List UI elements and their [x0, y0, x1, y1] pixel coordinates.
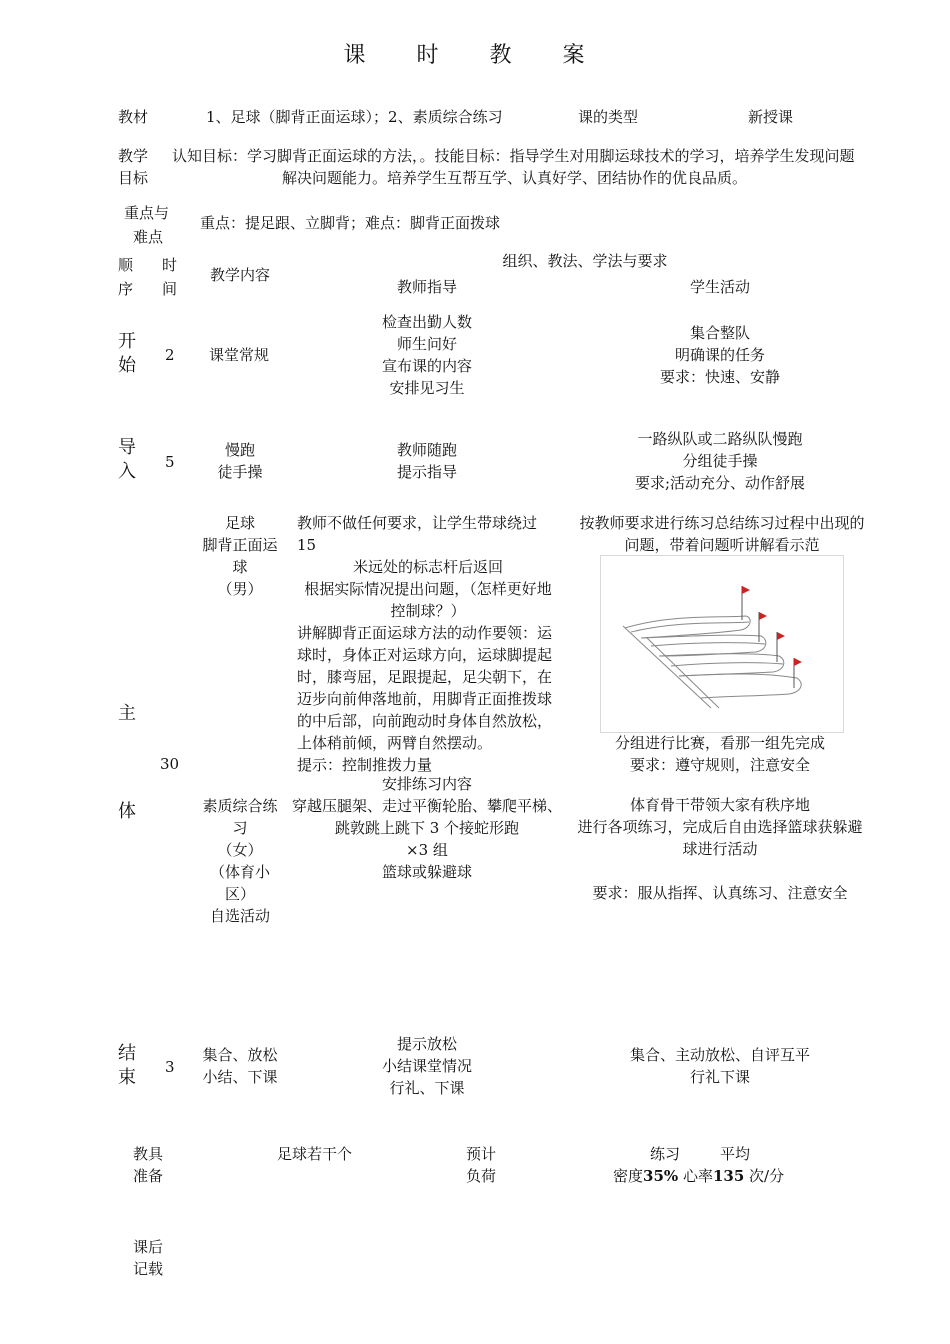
- fitness-student-line: 体育骨干带领大家有秩序地: [629, 796, 810, 814]
- intro-time: 5: [165, 453, 175, 471]
- materials-label: 教材: [118, 108, 149, 126]
- heart-rate-value: 135: [712, 1167, 745, 1185]
- main-time: 30: [160, 755, 180, 773]
- goals-label-2: 目标: [118, 169, 149, 187]
- intro-teacher-line: 教师随跑: [396, 441, 457, 459]
- end-content: [190, 1044, 290, 1088]
- main-football-content-line: （男）: [217, 580, 263, 598]
- end-teacher-line: 行礼、下课: [389, 1079, 465, 1097]
- start-seq-1: 开: [118, 331, 136, 352]
- start-content: 课堂常规: [209, 346, 270, 364]
- start-student-line: 要求：快速、安静: [659, 368, 780, 386]
- header-order-2: 序: [118, 280, 134, 298]
- density-value: 35%: [643, 1167, 679, 1185]
- main-seq-1: 主: [118, 703, 136, 724]
- main-football-teacher: [297, 512, 559, 776]
- fitness-teacher-line: ×3 组: [406, 841, 448, 859]
- intro-seq-1: 导: [118, 437, 136, 458]
- start-teacher-line: 师生问好: [396, 335, 457, 353]
- main-football-student-bottom: [580, 732, 860, 776]
- fitness-content-line: 区）: [224, 885, 255, 903]
- end-teacher-line: 提示放松: [396, 1035, 457, 1053]
- header-time-2: 间: [162, 280, 178, 298]
- student-line: 按教师要求进行练习总结练习过程中出现的: [579, 514, 865, 532]
- flag-icon: [794, 658, 802, 666]
- fitness-content-line: （体育小: [209, 863, 270, 881]
- dribble-tracks: [623, 616, 801, 708]
- main-football-student-top: [572, 512, 872, 556]
- track-path: [651, 643, 765, 646]
- start-teacher-line: 安排见习生: [389, 379, 465, 397]
- end-seq-2: 束: [118, 1067, 136, 1088]
- teacher-line: 上体稍前倾，两臂自然摆动。: [297, 734, 493, 752]
- main-fitness-teacher: [292, 773, 562, 883]
- dribbling-diagram: [600, 555, 844, 733]
- track-path: [671, 663, 783, 666]
- notes-label-1: 课后: [133, 1238, 164, 1256]
- start-student-line: 明确课的任务: [674, 346, 765, 364]
- teacher-line: 时，膝弯屈，足跟提起，足尖朝下，在: [297, 668, 553, 686]
- teacher-line: 根据实际情况提出问题，（怎样更好地: [304, 580, 552, 598]
- intro-student-line: 分组徒手操: [682, 452, 758, 470]
- teacher-line: 控制球？）: [390, 602, 466, 620]
- teacher-line: 讲解脚背正面运球方法的动作要领：运: [297, 624, 553, 642]
- page-title: 课 时 教 案: [343, 43, 607, 68]
- fitness-content-line: 自选活动: [209, 907, 270, 925]
- start-teacher: [327, 311, 527, 399]
- fitness-teacher-line: 安排练习内容: [381, 775, 472, 793]
- student-line: 问题，带着问题听讲解看示范: [624, 536, 820, 554]
- intro-seq-2: 入: [118, 461, 136, 482]
- fitness-content-line: 素质综合练: [202, 797, 278, 815]
- start-teacher-line: 检查出勤人数: [381, 313, 472, 331]
- key-value: 重点：提足跟、立脚背；难点：脚背正面拨球: [200, 214, 501, 232]
- fitness-student-line: 球进行活动: [682, 840, 758, 858]
- end-content-line: 集合、放松: [202, 1046, 278, 1064]
- main-fitness-requirement: 要求：服从指挥、认真练习、注意安全: [592, 884, 848, 902]
- equipment-value: 足球若干个: [277, 1145, 353, 1163]
- key-label-2: 难点: [133, 228, 164, 246]
- lesson-type-value: 新授课: [748, 108, 794, 126]
- main-football-content-line: 脚背正面运: [202, 536, 278, 554]
- end-student-line: 行礼下课: [689, 1068, 750, 1086]
- goals-line-1: 认知目标：学习脚背正面运球的方法，。技能目标：指导学生对用脚运球技术的学习，培养学生发现问题: [172, 147, 855, 165]
- fitness-content-line: 习: [232, 819, 248, 837]
- density-label: 密度: [613, 1167, 644, 1185]
- fitness-teacher-line: 跳敦跳上跳下 3 个接蛇形跑: [334, 819, 520, 837]
- teacher-line: 教师不做任何要求，让学生带球绕过 15: [297, 514, 538, 554]
- header-student: 学生活动: [689, 278, 750, 296]
- heart-rate-label: 心率: [682, 1167, 713, 1185]
- intro-content-line: 徒手操: [217, 463, 263, 481]
- materials-value: 1、足球（脚背正面运球）；2、素质综合练习: [206, 108, 503, 126]
- teacher-line: 球时，身体正对运球方向，运球脚提起: [297, 646, 553, 664]
- intro-student-line: 一路纵队或二路纵队慢跑: [637, 430, 803, 448]
- header-order-1: 顺: [118, 256, 134, 274]
- start-seq-2: 始: [118, 355, 136, 376]
- header-content: 教学内容: [210, 266, 271, 284]
- flag-icon: [759, 612, 767, 620]
- teacher-line: 的中后部，向前跑动时身体自然放松，: [297, 712, 553, 730]
- lesson-type-label: 课的类型: [578, 108, 639, 126]
- main-football-content-line: 足球: [224, 514, 255, 532]
- intro-teacher-line: 提示指导: [396, 463, 457, 481]
- dribbling-diagram-svg: [601, 556, 843, 732]
- fitness-content-line: （女）: [217, 841, 263, 859]
- end-student: [580, 1044, 860, 1088]
- main-seq-2: 体: [118, 801, 136, 822]
- student-line: 分组进行比赛，看那一组先完成: [614, 734, 825, 752]
- start-student: [600, 322, 840, 388]
- end-student-line: 集合、主动放松、自评互平: [629, 1046, 810, 1064]
- fitness-teacher-line: 穿越压腿架、走过平衡轮胎、攀爬平梯、: [292, 797, 563, 815]
- load-label-1: 预计: [466, 1145, 497, 1163]
- track-line: [623, 626, 711, 708]
- intro-content-line: 慢跑: [224, 441, 255, 459]
- flag-icon: [777, 632, 785, 640]
- average-label: 平均: [720, 1145, 751, 1163]
- end-seq-1: 结: [118, 1043, 136, 1064]
- practice-label: 练习: [650, 1145, 681, 1163]
- main-football-content: [190, 512, 290, 600]
- header-teacher: 教师指导: [396, 278, 457, 296]
- track-path: [625, 616, 750, 638]
- load-label-2: 负荷: [466, 1167, 497, 1185]
- track-path: [631, 622, 749, 632]
- equipment-label-2: 准备: [133, 1167, 164, 1185]
- end-time: 3: [165, 1058, 175, 1076]
- main-football-content-line: 球: [232, 558, 248, 576]
- intro-student-line: 要求;活动充分、动作舒展: [634, 474, 806, 492]
- end-teacher: [327, 1033, 527, 1099]
- heart-rate-unit: 次/分: [749, 1167, 785, 1185]
- end-teacher-line: 小结课堂情况: [381, 1057, 472, 1075]
- load-values: [613, 1165, 784, 1187]
- header-organization: 组织、教法、学法与要求: [502, 252, 668, 270]
- teacher-line: 提示：控制推拨力量: [297, 756, 433, 774]
- goals-line-2: 解决问题能力。培养学生互帮互学、认真好学、团结协作的优良品质。: [282, 169, 748, 187]
- flag-icon: [742, 586, 750, 594]
- start-time: 2: [165, 346, 175, 364]
- teacher-line: 米远处的标志杆后返回: [352, 558, 503, 576]
- header-time-1: 时: [162, 256, 178, 274]
- equipment-label-1: 教具: [133, 1145, 164, 1163]
- goals-label-1: 教学: [118, 147, 149, 165]
- main-fitness-student: [570, 794, 870, 860]
- teacher-line: 迈步向前伸落地前，用脚背正面推拨球: [297, 690, 553, 708]
- end-content-line: 小结、下课: [202, 1068, 278, 1086]
- track-path: [679, 674, 801, 698]
- start-student-line: 集合整队: [689, 324, 750, 342]
- track-path: [659, 654, 784, 676]
- intro-student: [580, 428, 860, 494]
- student-line: 要求：遵守规则，注意安全: [629, 756, 810, 774]
- intro-content: [190, 439, 290, 483]
- main-fitness-content: [190, 795, 290, 927]
- notes-label-2: 记载: [133, 1260, 164, 1278]
- key-label-1: 重点与: [124, 204, 170, 222]
- start-teacher-line: 宣布课的内容: [381, 357, 472, 375]
- intro-teacher: [327, 439, 527, 483]
- fitness-student-line: 进行各项练习，完成后自由选择篮球获躲避: [577, 818, 863, 836]
- fitness-teacher-line: 篮球或躲避球: [381, 863, 472, 881]
